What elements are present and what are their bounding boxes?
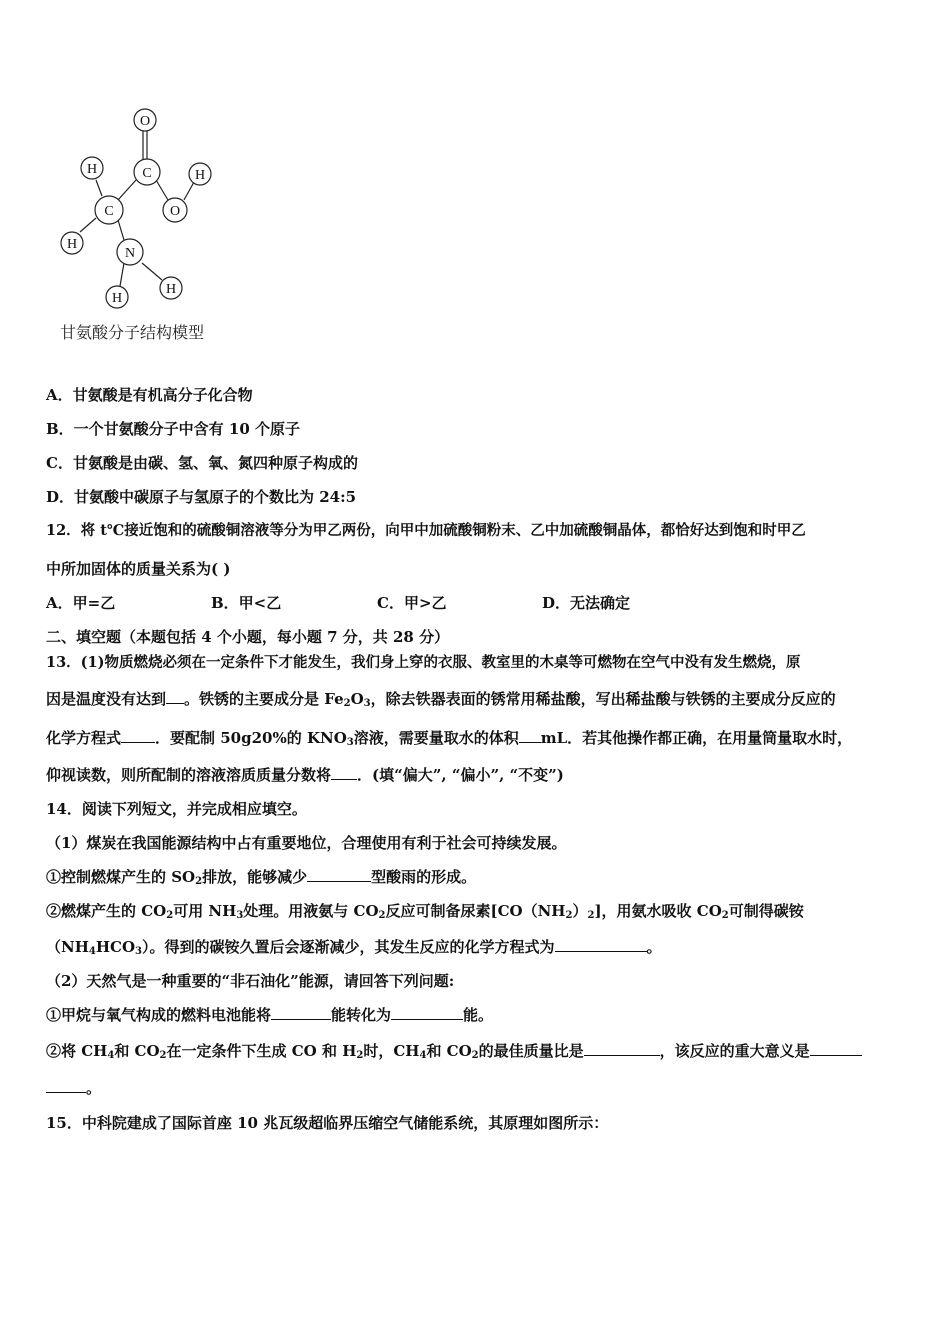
q12-stem-line2: 中所加固体的质量关系为( ) (46, 560, 231, 578)
atom-h-upper (81, 157, 103, 179)
atom-c-acid (134, 159, 160, 185)
q12-option-d: D．无法确定 (542, 594, 631, 612)
q12-option-c: C．甲>乙 (377, 594, 447, 612)
q14-blank-3[interactable] (271, 1005, 331, 1020)
svg-text:H: H (66, 237, 78, 252)
q12-options (46, 593, 906, 613)
q14-blank-5[interactable] (584, 1041, 660, 1056)
svg-text:O: O (139, 114, 151, 129)
q14-blank-1[interactable] (307, 867, 371, 882)
q14-part2-item1: ①甲烷与氧气构成的燃料电池能将 能转化为 能。 (46, 1006, 494, 1024)
q13-line1: 13．(1)物质燃烧必须在一定条件下才能发生，我们身上穿的衣服、教室里的木桌等可燃物在空气中没有发生燃烧，原 (46, 654, 801, 671)
bond-n-hleft (120, 263, 124, 286)
atom-c-alpha (95, 196, 123, 224)
q14-line1: 14．阅读下列短文，并完成相应填空。 (46, 800, 307, 818)
q11-option-d: D．甘氨酸中碳原子与氢原子的个数比为 24:5 (46, 488, 357, 506)
svg-text:H: H (194, 168, 206, 183)
q14-blank-6[interactable] (810, 1041, 862, 1056)
q14-part2-item2: ②将 $CH_4$和 $CO_2$在一定条件下生成 CO 和 $H_2$时，$CH_4$和 $CO_2$的最佳质量比是 ，该反应的重大意义是 (46, 1041, 862, 1061)
section-heading-fill-blank: 二、填空题（本题包括 4 个小题，每小题 7 分，共 28 分） (46, 628, 450, 646)
svg-text:H: H (86, 162, 98, 177)
q14-part1: （1）煤炭在我国能源结构中占有重要地位，合理使用有利于社会可持续发展。 (46, 834, 567, 852)
q14-part1-item2-cont: $(NH_4HCO_3)$。得到的碳铵久置后会逐渐减少，其发生反应的化学方程式为 。 (46, 938, 662, 957)
atom-h-n-left (106, 286, 128, 308)
bond-calpha-n (118, 220, 124, 240)
q14-blank-2[interactable] (555, 937, 647, 952)
bond-n-hright (142, 263, 162, 280)
q14-blank-6-cont[interactable] (46, 1078, 86, 1093)
bond-cacid-calpha (118, 180, 136, 200)
atom-o-top (134, 109, 156, 131)
atom-o-hydroxyl (163, 198, 187, 222)
svg-text:N: N (124, 246, 136, 261)
glycine-structure-diagram (50, 100, 250, 350)
q14-part2-item2-cont: 。 (46, 1078, 101, 1098)
q13-line2: 因是温度没有达到 。铁锈的主要成分是 $Fe_2O_3$，除去铁器表面的锈常用稀盐酸，写出稀盐酸与铁锈的主要成分反应的 (46, 690, 836, 709)
q15-line1: 15．中科院建成了国际首座 10 兆瓦级超临界压缩空气储能系统，其原理如图所示： (46, 1114, 609, 1132)
atom-h-hydroxyl (189, 163, 211, 185)
bond-calpha-hupper (96, 180, 102, 196)
q11-option-b: B．一个甘氨酸分子中含有 10 个原子 (46, 420, 300, 438)
q14-part1-item1: ①控制燃煤产生的 $SO_2$排放，能够减少 型酸雨的形成。 (46, 868, 477, 887)
q13-line3: 化学方程式 ．要配制 50g20%的 $KNO_3$溶液，需要量取水的体积 mL．若其他操作都正确，在用量筒量取水时， (46, 729, 853, 748)
q14-blank-4[interactable] (391, 1005, 463, 1020)
svg-text:C: C (104, 204, 114, 219)
bond-calpha-hleft (80, 218, 96, 232)
q12-option-b: B．甲<乙 (211, 594, 282, 612)
diagram-caption: 甘氨酸分子结构模型 (60, 323, 205, 342)
svg-text:H: H (165, 282, 177, 297)
q11-option-c: C．甘氨酸是由碳、氢、氧、氮四种原子构成的 (46, 454, 358, 472)
q14-part1-item2: ②燃煤产生的 $CO_2$可用 $NH_3$处理。用液氨与 $CO_2$反应可制备尿素$[CO(NH_2)_2]$，用氨水吸收 $CO_2$可制得碳铵 (46, 902, 804, 921)
svg-text:O: O (169, 204, 181, 219)
atom-h-n-right (160, 277, 182, 299)
atom-n (117, 239, 143, 265)
q13-blank-3[interactable] (519, 728, 541, 743)
q13-line4: 仰视读数，则所配制的溶液溶质质量分数将 ．(填“偏大”, “偏小”, “不变”) (46, 766, 564, 784)
q13-blank-1[interactable] (166, 689, 184, 704)
q13-blank-2[interactable] (121, 728, 155, 743)
svg-text:H: H (111, 291, 123, 306)
q11-option-a: A．甘氨酸是有机高分子化合物 (46, 386, 253, 404)
q14-part2: （2）天然气是一种重要的“非石油化”能源，请回答下列问题: (46, 972, 455, 990)
q12-option-a: A．甲=乙 (46, 594, 116, 612)
q12-stem-line1: 12．将 t℃接近饱和的硫酸铜溶液等分为甲乙两份，向甲中加硫酸铜粉末、乙中加硫酸铜晶体，都恰好达到饱和时甲乙 (46, 522, 806, 539)
bond-ohydroxyl-h (184, 182, 194, 200)
atom-h-left (61, 232, 83, 254)
bond-cacid-ohydroxyl (156, 180, 168, 200)
q13-blank-4[interactable] (331, 765, 357, 780)
svg-text:C: C (142, 166, 152, 181)
